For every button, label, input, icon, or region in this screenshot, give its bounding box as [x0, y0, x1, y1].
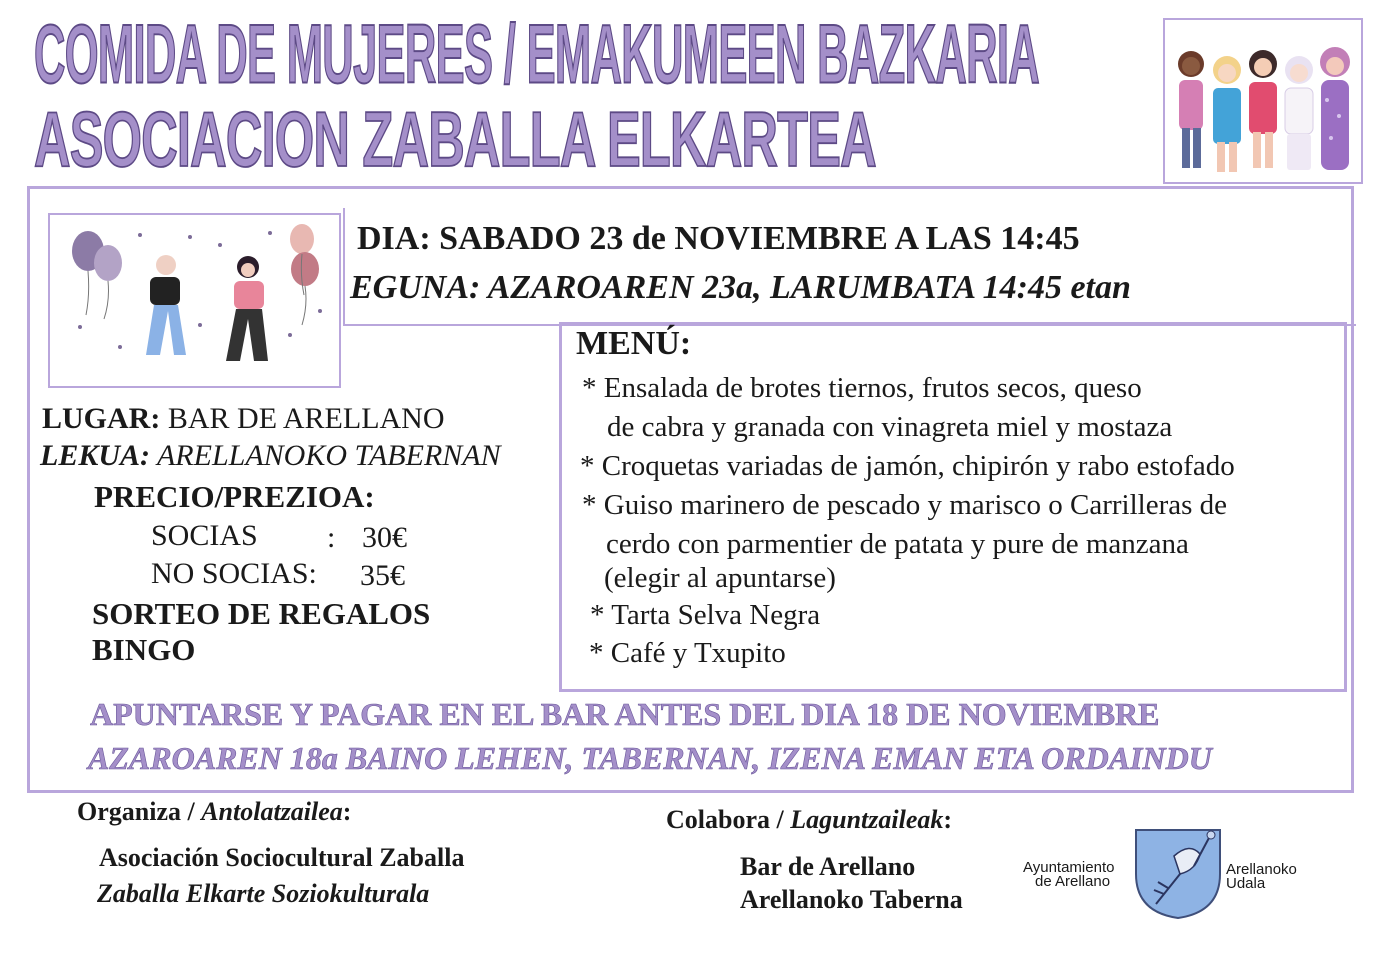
price-nonmembers-value: 35€ — [360, 559, 405, 592]
menu-line-4: * Guiso marinero de pescado y marisco o Carrilleras de — [582, 489, 1228, 521]
venue-eu — [40, 438, 501, 474]
price-members-value: 30€ — [362, 521, 407, 554]
signup-eu: AZAROAREN 18a BAINO LEHEN, TABERNAN, IZENA EMAN ETA ORDAINDU — [88, 740, 1212, 776]
venue-es-value: BAR DE ARELLANO — [167, 402, 445, 435]
organizer-label-es: Organiza / — [77, 797, 202, 826]
date-es-label: DIA: — [357, 220, 431, 257]
woman-figure-4 — [1285, 56, 1313, 170]
municipality-eu — [1226, 863, 1297, 891]
extra-bingo: BINGO — [92, 632, 196, 667]
collaborator-label — [666, 802, 952, 838]
municipality-es-line-1: Ayuntamiento — [1023, 859, 1115, 876]
venue-eu-value: ARELLANOKO TABERNAN — [156, 439, 501, 472]
venue-es-label: LUGAR: — [42, 402, 161, 435]
organizer-name-es: Asociación Sociocultural Zaballa — [99, 843, 465, 872]
organizer-label-colon: : — [342, 797, 352, 826]
dancer-figure-1 — [146, 255, 186, 355]
woman-figure-5 — [1320, 47, 1350, 170]
collaborator-name-eu: Arellanoko Taberna — [740, 885, 963, 914]
title-line-2: ASOCIACION ZABALLA ELKARTEA — [34, 95, 876, 184]
collaborator-label-es: Colabora / — [666, 805, 791, 834]
balloon-icon — [72, 224, 319, 325]
title-line-1: COMIDA DE MUJERES / EMAKUMEEN BAZKARIA — [34, 7, 1039, 101]
date-eu-label: EGUNA: — [350, 269, 481, 306]
date-es-value: SABADO 23 de NOVIEMBRE A LAS 14:45 — [439, 220, 1080, 257]
woman-figure-1 — [1178, 51, 1204, 168]
woman-figure-2 — [1213, 56, 1241, 172]
date-eu-value: AZAROAREN 23a, LARUMBATA 14:45 etan — [487, 269, 1131, 306]
venue-es — [42, 401, 445, 437]
collaborator-label-colon: : — [943, 805, 953, 834]
price-members-sep: : — [327, 521, 336, 554]
organizer-name-eu: Zaballa Elkarte Soziokulturala — [97, 879, 430, 908]
menu-line-2: de cabra y granada con vinagreta miel y mostaza — [607, 411, 1173, 443]
price-nonmembers-label: NO SOCIAS: — [151, 557, 317, 590]
organizer-label-eu: Antolatzailea — [201, 797, 343, 826]
municipality-eu-line-1: Arellanoko — [1226, 861, 1297, 878]
party-illustration — [48, 213, 341, 388]
municipality-es — [1023, 861, 1114, 889]
women-illustration — [1163, 18, 1363, 184]
signup-es: APUNTARSE Y PAGAR EN EL BAR ANTES DEL DIA 18 DE NOVIEMBRE — [90, 696, 1160, 732]
dancer-figure-2 — [226, 256, 268, 361]
collaborator-label-eu: Laguntzaileak — [790, 805, 944, 834]
municipality-es-line-2: de Arellano — [1035, 873, 1111, 890]
date-eu — [350, 268, 1131, 308]
menu-line-5: cerdo con parmentier de patata y pure de manzana — [606, 528, 1189, 560]
menu-heading: MENÚ: — [576, 325, 692, 362]
coat-of-arms-icon — [1134, 828, 1222, 925]
menu-line-6: (elegir al apuntarse) — [604, 562, 836, 594]
organizer-label — [77, 794, 351, 830]
menu-line-1: * Ensalada de brotes tiernos, frutos secos, queso — [582, 372, 1142, 404]
venue-eu-label: LEKUA: — [40, 439, 151, 472]
woman-figure-3 — [1249, 50, 1277, 168]
menu-line-7: * Tarta Selva Negra — [590, 599, 821, 631]
extra-raffle: SORTEO DE REGALOS — [92, 596, 431, 631]
price-members-label: SOCIAS — [151, 519, 258, 552]
date-es — [357, 219, 1080, 259]
municipality-eu-line-2: Udala — [1226, 875, 1266, 892]
collaborator-name-es: Bar de Arellano — [740, 852, 916, 881]
price-heading: PRECIO/PREZIOA: — [94, 479, 375, 514]
menu-line-8: * Café y Txupito — [589, 637, 786, 669]
menu-line-3: * Croquetas variadas de jamón, chipirón y rabo estofado — [580, 450, 1235, 482]
